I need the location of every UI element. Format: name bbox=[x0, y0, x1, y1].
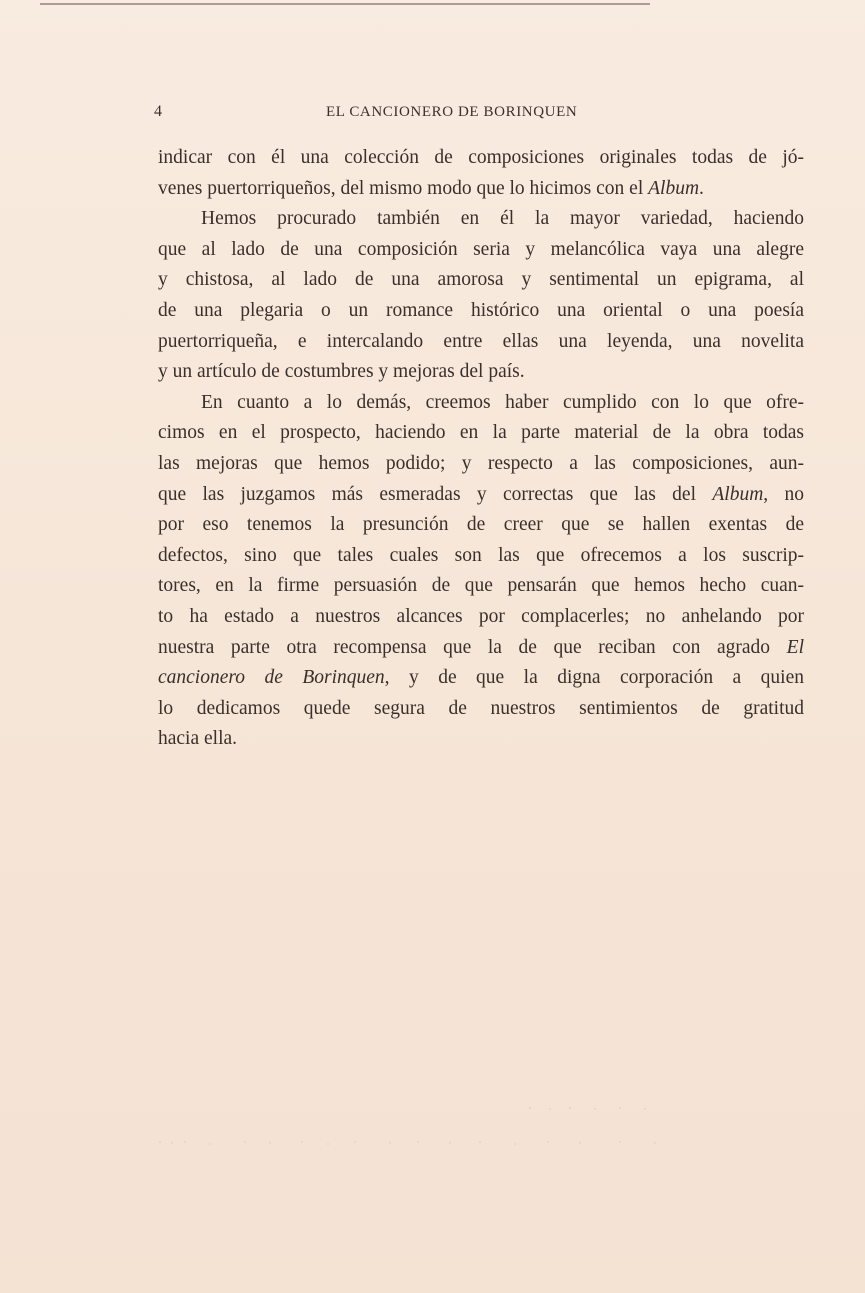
text-line: to ha estado a nuestros alcances por complacerles; no anhelando por bbox=[158, 605, 804, 627]
text-line: y un artículo de costumbres y mejoras del país. bbox=[158, 361, 525, 383]
text-line: En cuanto a lo demás, creemos haber cumplido con lo que ofre- bbox=[201, 391, 804, 413]
text-line: lo dedicamos quede segura de nuestros sentimientos de gratitud bbox=[158, 697, 804, 719]
text-line: hacia ella. bbox=[158, 728, 238, 750]
scan-edge-line bbox=[40, 3, 650, 5]
text-line: por eso tenemos la presunción de creer que se hallen exentas de bbox=[158, 514, 804, 536]
text-line: cimos en el prospecto, haciendo en la parte material de la obra todas bbox=[158, 422, 804, 444]
text-line: indicar con él una colección de composiciones originales todas de jó- bbox=[158, 147, 804, 168]
paper-speckles bbox=[150, 1100, 710, 1160]
text-line: que las juzgamos más esmeradas y correctas que las del Album, no bbox=[158, 483, 804, 505]
text-line: tores, en la firme persuasión de que pensarán que hemos hecho cuan- bbox=[158, 575, 804, 597]
body-text bbox=[158, 143, 804, 755]
text-line: defectos, sino que tales cuales son las que ofrecemos a los suscrip- bbox=[158, 544, 804, 566]
page-number: 4 bbox=[154, 103, 162, 120]
text-line: las mejoras que hemos podido; y respecto a las composiciones, aun- bbox=[158, 452, 804, 474]
text-line: nuestra parte otra recompensa que la de que reciban con agrado El bbox=[158, 636, 804, 658]
text-line: que al lado de una composición seria y melancólica vaya una alegre bbox=[158, 238, 804, 260]
italic-title: Album bbox=[648, 177, 700, 199]
italic-title: Album bbox=[712, 483, 764, 505]
text-line: y chistosa, al lado de una amorosa y sentimental un epigrama, al bbox=[158, 269, 804, 291]
text-line: venes puertorriqueños, del mismo modo que lo hicimos con el Album. bbox=[158, 177, 704, 199]
text-line: Hemos procurado también en él la mayor variedad, haciendo bbox=[201, 208, 804, 230]
italic-title: cancionero de Borinquen bbox=[158, 667, 385, 689]
italic-title: El bbox=[786, 636, 804, 658]
text-line: cancionero de Borinquen, y de que la digna corporación a quien bbox=[158, 667, 804, 689]
text-line: puertorriqueña, e intercalando entre ellas una leyenda, una novelita bbox=[158, 330, 804, 352]
text-line: de una plegaria o un romance histórico una oriental o una poesía bbox=[158, 299, 804, 321]
running-title: EL CANCIONERO DE BORINQUEN bbox=[326, 104, 578, 120]
